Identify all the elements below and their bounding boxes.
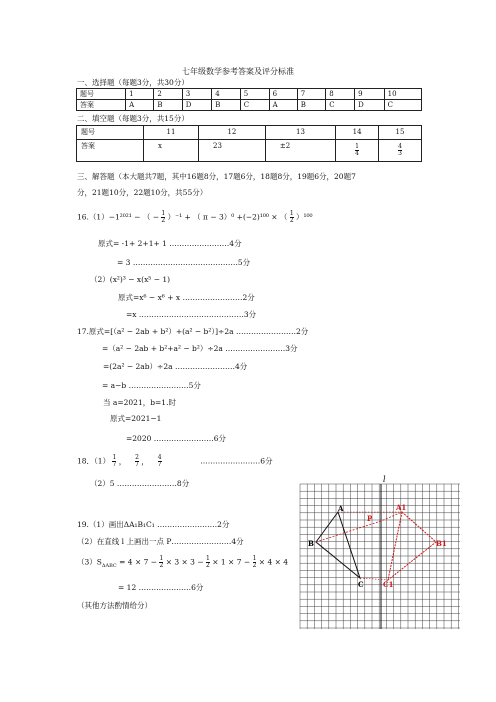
section-3-heading-cont: 分，21题10分，22题10分，共55分） <box>77 188 208 197</box>
choice-answer-table <box>76 88 422 111</box>
table-cell: B <box>297 100 325 111</box>
fraction <box>112 455 116 468</box>
q17-line-4: = a−b ……………………5分 <box>102 381 201 390</box>
label-l: l <box>383 475 386 484</box>
table-cell: 1 <box>126 89 154 100</box>
table-cell: 4 <box>212 89 240 100</box>
q16-expr-b: ）⁻¹ + （ π − 3）⁰ +(−2)¹⁰⁰ × （ <box>167 212 288 222</box>
fill-blank-answer-table <box>76 125 422 162</box>
frac-den: 7 <box>157 461 162 468</box>
q17-line-2: =（a² − 2ab + b²+a² − b²）÷2a ……………………3分 <box>102 344 298 353</box>
frac-num: 1 <box>112 454 117 461</box>
geometry-figure <box>300 475 460 631</box>
section-2-heading: 二、填空题（每题3分，共15分） <box>77 114 189 123</box>
table-cell: 5 <box>240 89 269 100</box>
q17-line-5: 当 a=2021，b=1.时 <box>103 398 176 407</box>
table-cell: 答案 <box>77 140 144 162</box>
table-cell: 6 <box>269 89 297 100</box>
q16-step-3: 原式=x⁶ − x⁶ + x ……………………2分 <box>118 293 255 302</box>
grid-diagram <box>300 475 460 629</box>
section-1-heading: 一、选择题（每题3分，共30分） <box>77 78 189 87</box>
table-cell <box>379 140 422 162</box>
table-row <box>77 126 422 140</box>
fraction <box>206 556 210 569</box>
table-cell: 10 <box>384 89 421 100</box>
frac-den: 4 <box>355 149 359 157</box>
frac-num: 1 <box>159 555 164 562</box>
q19-line-3 <box>77 556 288 569</box>
section-3-heading: 三、解答题（本大题共7题，其中16题8分，17题6分，18题8分，19题6分，20题7 <box>77 172 356 181</box>
table-cell: 15 <box>379 126 422 140</box>
q16-step-4: =x ……………………………………3分 <box>126 310 257 319</box>
frac-den: 2 <box>252 562 257 569</box>
fraction <box>253 556 257 569</box>
q16-problem <box>77 211 313 224</box>
q17-line-6: 原式=2021−1 <box>110 414 162 423</box>
q15-fraction <box>398 144 402 157</box>
q18-score: ……………………6分 <box>200 456 273 466</box>
label-p: P <box>367 514 373 523</box>
table-cell: 13 <box>265 126 335 140</box>
q19-line-5: （其他方法酌情给分） <box>77 601 152 610</box>
page-title: 七年级数学参考答案及评分标准 <box>182 67 294 76</box>
table-cell: 11 <box>144 126 199 140</box>
table-cell: C <box>240 100 269 111</box>
table-cell: B <box>154 100 182 111</box>
q16-expr-a: 16.（1）−1²⁰²¹ − （ − <box>77 212 160 222</box>
q19-line-1: 19.（1）画出ΔA₁B₁C₁ ……………………2分 <box>77 520 230 529</box>
fraction <box>159 556 163 569</box>
frac-den: 2 <box>159 562 164 569</box>
frac-den: 7 <box>112 461 117 468</box>
q16-step-2: = 3 ……………………………………5分 <box>117 258 251 267</box>
frac-num: 1 <box>206 555 210 562</box>
fraction <box>135 455 139 468</box>
table-cell: 3 <box>182 89 212 100</box>
frac-den: 2 <box>289 217 294 224</box>
frac-num: 1 <box>355 142 359 150</box>
table-cell <box>336 140 379 162</box>
fraction <box>158 455 162 468</box>
q18-part-1: 18．（1） $\frac{1}{7}$ ， $\frac{2}{7}$ ， $\frac{4}{7}$ ……………………6分 <box>77 454 273 468</box>
table-cell: C <box>384 100 421 111</box>
q17-line-3: =(2a² − 2ab）÷2a ……………………4分 <box>103 362 248 371</box>
q14-fraction <box>355 144 359 157</box>
label-a: A <box>338 504 344 513</box>
q19-expr: = 4 × 7 − <box>116 557 158 567</box>
table-cell: 7 <box>297 89 325 100</box>
frac-den: 3 <box>398 149 402 157</box>
table-cell: 9 <box>355 89 385 100</box>
table-row <box>77 89 422 100</box>
table-cell: C <box>326 100 355 111</box>
label-a1: A1 <box>396 503 407 512</box>
q18-part-2: （2）5 ……………………8分 <box>90 479 190 488</box>
frac-num: 4 <box>157 454 162 461</box>
table-row <box>77 140 422 162</box>
table-cell: A <box>126 100 154 111</box>
table-cell: 14 <box>336 126 379 140</box>
triangle-abc <box>316 512 360 578</box>
label-c: C <box>358 580 364 589</box>
q16-step-1: 原式= -1+ 2+1+ 1 ……………………4分 <box>98 239 242 248</box>
table-cell: 2 <box>154 89 182 100</box>
q19-area-label: （3）S <box>77 557 102 567</box>
frac-num: 1 <box>289 210 294 217</box>
table-cell: 8 <box>326 89 355 100</box>
frac-den: 2 <box>161 217 166 224</box>
q19-expr: × 4 × 4 <box>258 557 289 567</box>
frac-den: 7 <box>135 461 139 468</box>
label-b: B <box>308 539 314 548</box>
fraction <box>290 211 294 224</box>
q19-area-sub: ΔABC <box>101 563 117 569</box>
frac-num: 4 <box>398 142 402 150</box>
triangle-a1b1c1 <box>388 512 436 580</box>
frac-num: 2 <box>135 454 139 461</box>
q19-line-4: = 12 …………………6分 <box>118 583 204 592</box>
q18-label: 18．（1） <box>77 456 111 466</box>
q17-line-7: =2020 ……………………6分 <box>126 434 227 443</box>
frac-den: 2 <box>206 562 210 569</box>
q17-line-1: 17.原式=[（a² − 2ab + b²）+(a² − b²）]÷2a ……………………2分 <box>77 327 309 336</box>
table-cell: 题号 <box>77 89 126 100</box>
q16-expr-c: ）¹⁰⁰ <box>296 212 313 222</box>
label-c1: C1 <box>383 580 394 589</box>
label-b1: B1 <box>436 539 447 548</box>
q16-part-2: （2）(x²)³ − x(x⁵ − 1) <box>90 275 171 284</box>
q19-line-2: （2）在直线 l 上画出一点 P……………………4分 <box>77 537 244 546</box>
table-cell: 12 <box>198 126 265 140</box>
q19-expr: × 3 × 3 − <box>165 557 204 567</box>
table-row <box>77 100 422 111</box>
frac-num: 1 <box>161 210 166 217</box>
table-cell: ±2 <box>265 140 335 162</box>
table-cell: D <box>355 100 385 111</box>
q19-expr: × 1 × 7 − <box>212 557 251 567</box>
fraction <box>161 211 165 224</box>
table-cell: A <box>269 100 297 111</box>
table-cell: 答案 <box>77 100 126 111</box>
table-cell: 23 <box>198 140 265 162</box>
frac-num: 1 <box>252 555 257 562</box>
table-cell: D <box>182 100 212 111</box>
table-cell: x <box>144 140 199 162</box>
table-cell: 题号 <box>77 126 144 140</box>
table-cell: B <box>212 100 240 111</box>
